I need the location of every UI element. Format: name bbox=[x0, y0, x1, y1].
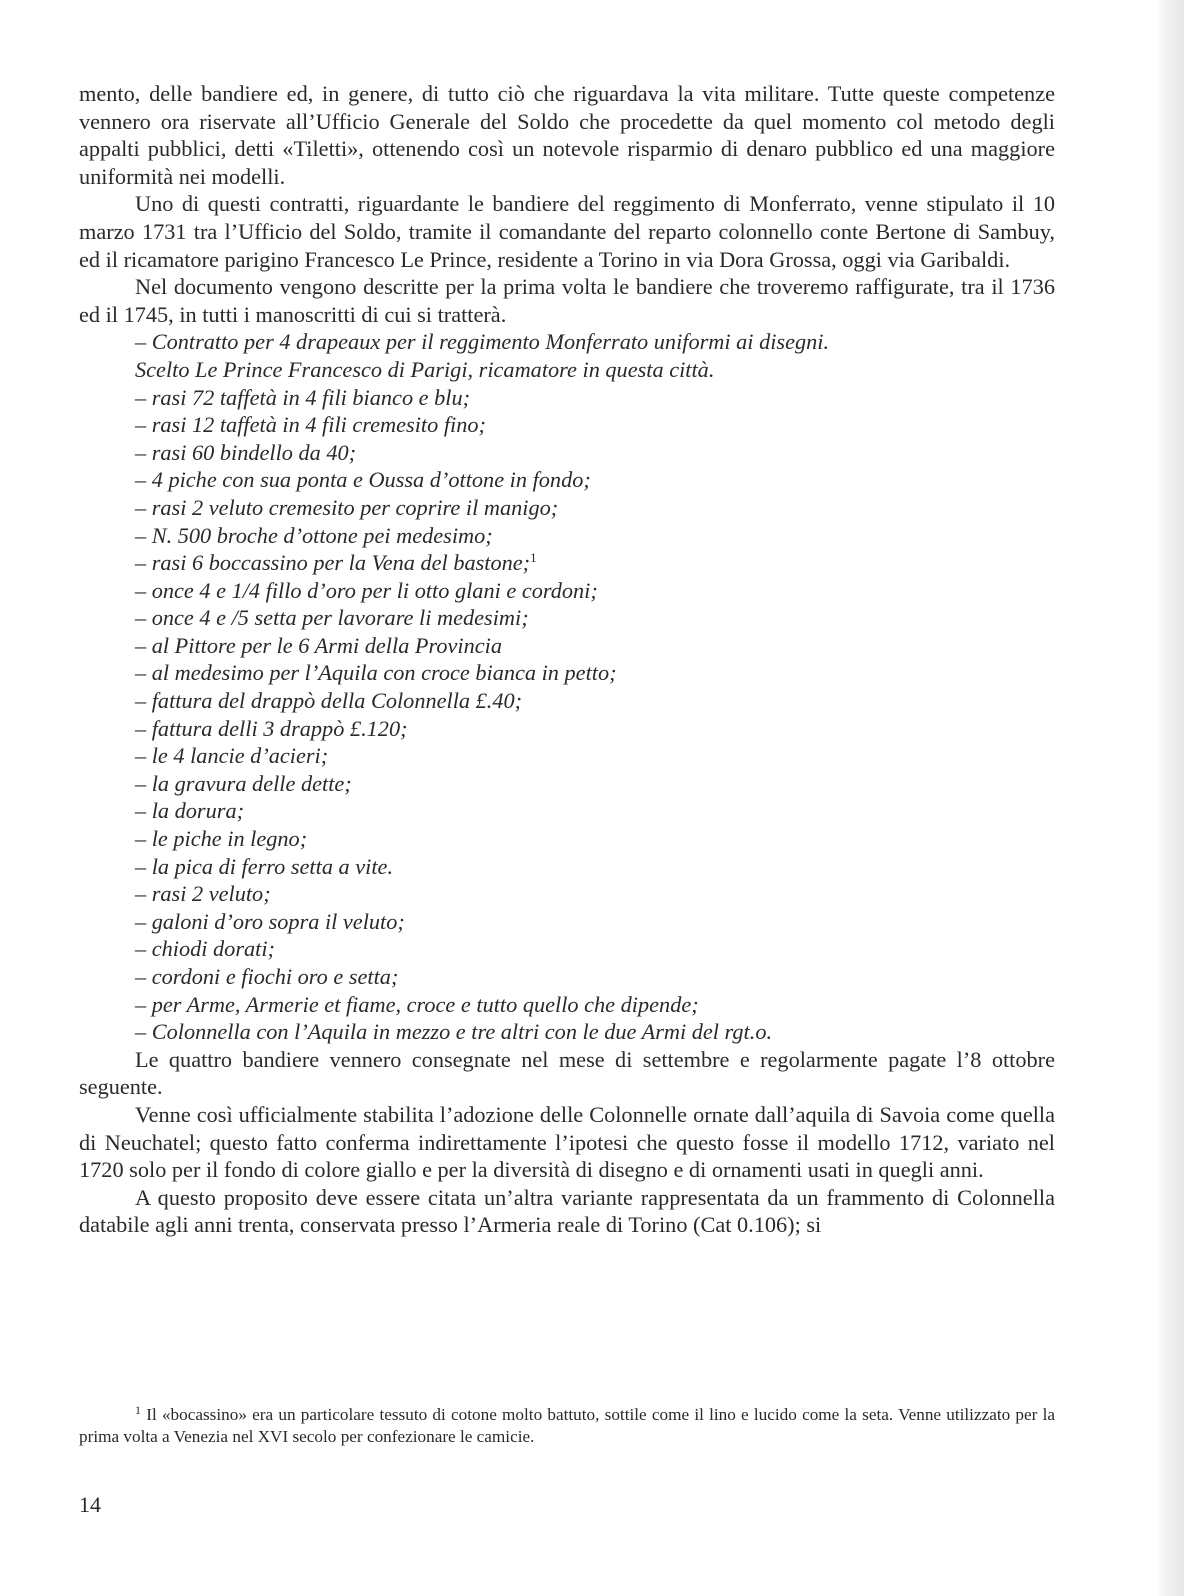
list-item: – la pica di ferro setta a vite. bbox=[135, 853, 394, 879]
list-item: – per Arme, Armerie et fiame, croce e tutto quello che dipende; bbox=[135, 991, 699, 1017]
list-item: – la gravura delle dette; bbox=[135, 770, 352, 796]
list-item: – al Pittore per le 6 Armi della Provincia bbox=[135, 632, 503, 658]
list-item: – rasi 2 veluto; bbox=[135, 881, 271, 907]
paragraph-2: Uno di questi contratti, riguardante le bandiere del reggimento di Monferrato, venne stipulato il 10 marzo 1731 tra l’Ufficio del Soldo, tramite il comandante del reparto colonnello conte Bertone di Sambuy, ed il ricamatore parigino Francesco Le Prince, residente a Torino in via Dora Grossa, oggi via Garibaldi. bbox=[79, 191, 1055, 272]
footnote-marker: 1 bbox=[135, 1403, 141, 1417]
paragraph-1: mento, delle bandiere ed, in genere, di tutto ciò che riguardava la vita militare. Tutte queste competenze vennero ora riservate all’Ufficio Generale del Soldo che procedette da quel momento col metodo degli appalti pubblici, detti «Tiletti», ottenendo così un notevole risparmio di denaro pubblico ed una maggiore uniformità nei modelli. bbox=[79, 81, 1055, 189]
list-item: – fattura del drappò della Colonnella £.40; bbox=[135, 688, 523, 714]
list-item: – la dorura; bbox=[135, 798, 245, 824]
list-item: – Contratto per 4 drapeaux per il reggimento Monferrato uniformi ai disegni. bbox=[135, 329, 830, 355]
list-item: – galoni d’oro sopra il veluto; bbox=[135, 908, 405, 934]
list-item: – rasi 72 taffetà in 4 fili bianco e blu; bbox=[135, 384, 471, 410]
list-item: – chiodi dorati; bbox=[135, 936, 275, 962]
footnote bbox=[79, 1404, 1055, 1448]
paragraph-4: Le quattro bandiere vennero consegnate nel mese di settembre e regolarmente pagate l’8 ottobre seguente. bbox=[79, 1046, 1055, 1100]
paragraph-5: Venne così ufficialmente stabilita l’adozione delle Colonnelle ornate dall’aquila di Savoia come quella di Neuchatel; questo fatto conferma indirettamente l’ipotesi che questo fosse il modello 1712, variato nel 1720 solo per il fondo di colore giallo e per la diversità di disegno e di ornamenti usati in quegli anni. bbox=[79, 1101, 1055, 1183]
list-item: – 4 piche con sua ponta e Oussa d’ottone in fondo; bbox=[135, 467, 591, 493]
list-item: – Colonnella con l’Aquila in mezzo e tre altri con le due Armi del rgt.o. bbox=[135, 1019, 773, 1045]
paragraph-6: A questo proposito deve essere citata un’altra variante rappresentata da un frammento di Colonnella databile agli anni trenta, conservata presso l’Armeria reale di Torino (Cat 0.106); si bbox=[79, 1184, 1055, 1238]
list-item bbox=[135, 549, 1055, 577]
footnote-text: Il «bocassino» era un particolare tessuto di cotone molto battuto, sottile come il lino e lucido come la seta. Venne utilizzato per la prima volta a Venezia nel XVI secolo per confezionare le camicie. bbox=[79, 1405, 1056, 1446]
list-item: – le 4 lancie d’acieri; bbox=[135, 743, 329, 769]
list-item: – fattura delli 3 drappò £.120; bbox=[135, 715, 408, 741]
list-item: – rasi 12 taffetà in 4 fili cremesito fino; bbox=[135, 412, 486, 438]
list-item: – al medesimo per l’Aquila con croce bianca in petto; bbox=[135, 660, 617, 686]
list-item: – once 4 e /5 setta per lavorare li medesimi; bbox=[135, 605, 529, 631]
list-item: – le piche in legno; bbox=[135, 826, 308, 852]
list-item: – rasi 60 bindello da 40; bbox=[135, 439, 357, 465]
paragraph-3: Nel documento vengono descritte per la prima volta le bandiere che troveremo raffigurate, tra il 1736 ed il 1745, in tutti i manoscritti di cui si tratterà. bbox=[79, 274, 1055, 327]
footnote-reference[interactable]: 1 bbox=[530, 550, 537, 566]
list-item: – cordoni e fiochi oro e setta; bbox=[135, 964, 399, 989]
page-edge-shadow bbox=[1156, 0, 1184, 1596]
list-item: – N. 500 broche d’ottone pei medesimo; bbox=[135, 522, 493, 548]
list-item: – rasi 2 veluto cremesito per coprire il manigo; bbox=[135, 494, 559, 520]
page-number: 14 bbox=[79, 1492, 101, 1517]
contract-list bbox=[79, 328, 1055, 1045]
list-item: – once 4 e 1/4 fillo d’oro per li otto glani e cordoni; bbox=[135, 577, 598, 603]
main-text bbox=[79, 80, 1055, 1239]
list-item-text: – rasi 6 boccassino per la Vena del bastone; bbox=[135, 550, 531, 576]
list-item: Scelto Le Prince Francesco di Parigi, ricamatore in questa città. bbox=[135, 356, 715, 382]
